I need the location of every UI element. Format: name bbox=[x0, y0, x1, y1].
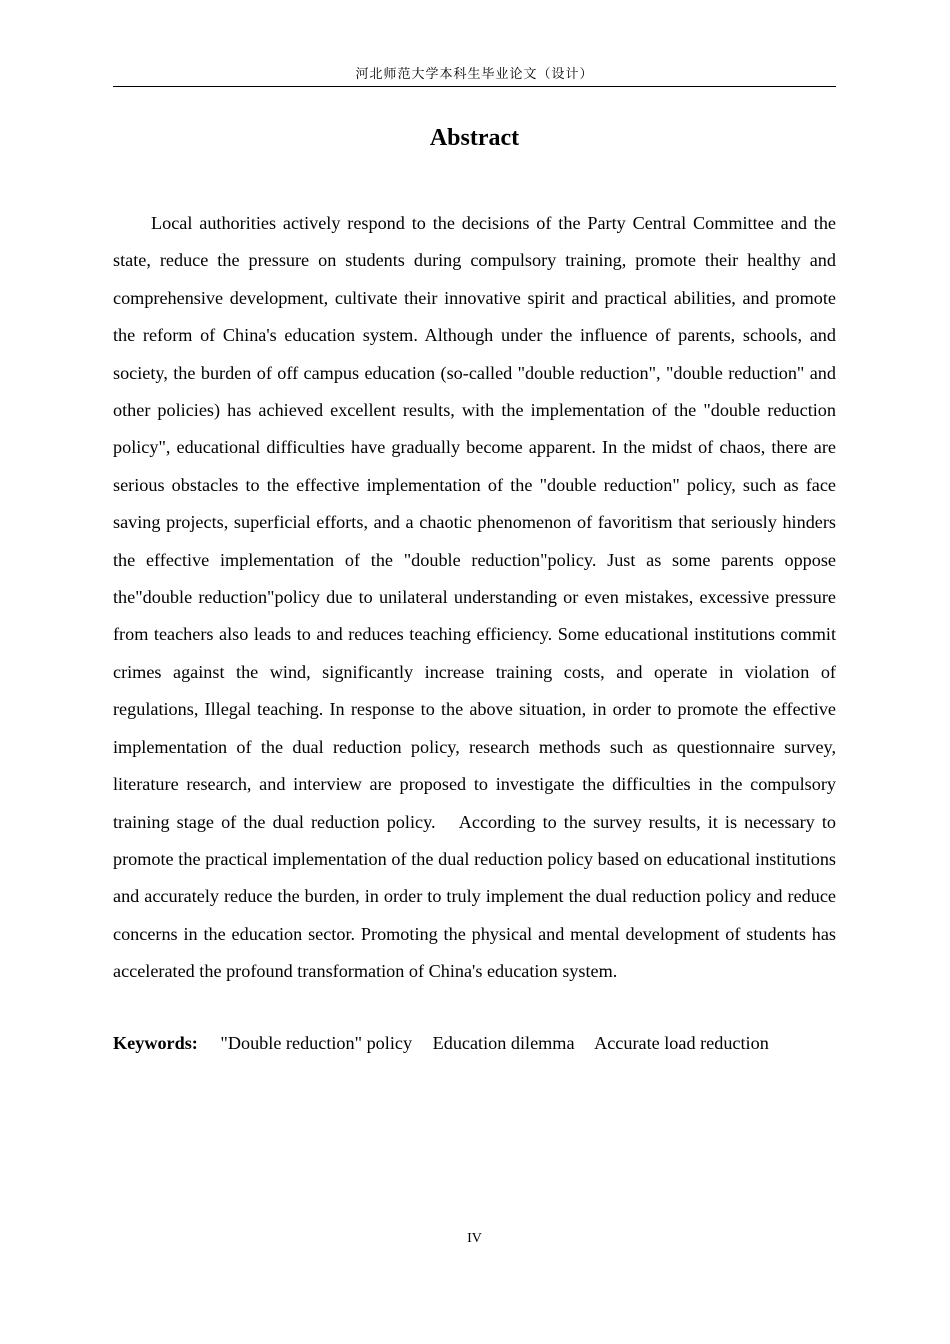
keywords-line bbox=[113, 1028, 836, 1058]
header-text: 河北师范大学本科生毕业论文（设计） bbox=[355, 67, 594, 82]
keywords-label: Keywords: bbox=[113, 1033, 198, 1053]
abstract-title: Abstract bbox=[429, 125, 520, 151]
keyword-item: Education dilemma bbox=[432, 1033, 575, 1053]
page-number: IV bbox=[467, 1231, 482, 1246]
keyword-item: Accurate load reduction bbox=[594, 1033, 769, 1053]
abstract-body: Local authorities actively respond to the decisions of the Party Central Committee and the state, reduce the pressure on students during compulsory training, promote their healthy and comprehensive development, cultivate their innovative spirit and practical abilities, and promote the reform of China's education system. Although under the influence of parents, schools, and society, the burden of off campus education (so-called "double reduction", "double reduction" and other policies) has achieved excellent results, with the implementation of the "double reduction policy", educational difficulties have gradually become apparent. In the midst of chaos, there are serious obstacles to the effective implementation of the "double reduction" policy, such as face saving projects, superficial efforts, and a chaotic phenomenon of favoritism that seriously hinders the effective implementation of the "double reduction"policy. Just as some parents oppose the"double reduction"policy due to unilateral understanding or even mistakes, excessive pressure from teachers also leads to and reduces teaching efficiency. Some educational institutions commit crimes against the wind, significantly increase training costs, and operate in violation of regulations, Illegal teaching. In response to the above situation, in order to promote the effective implementation of the dual reduction policy, research methods such as questionnaire survey, literature research, and interview are proposed to investigate the difficulties in the compulsory training stage of the dual reduction policy. According to the survey results, it is necessary to promote the practical implementation of the dual reduction policy based on educational institutions and accurately reduce the burden, in order to truly implement the dual reduction policy and reduce concerns in the education sector. Promoting the physical and mental development of students has accelerated the profound transformation of China's education system. bbox=[113, 213, 836, 982]
keyword-item: "Double reduction" policy bbox=[220, 1033, 413, 1053]
page-header bbox=[113, 66, 836, 87]
